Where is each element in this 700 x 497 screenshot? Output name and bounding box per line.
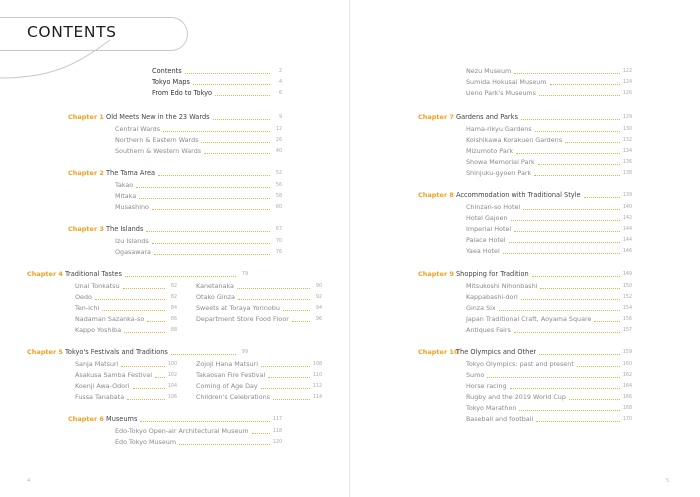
toc-section-entry[interactable]: [75, 313, 177, 324]
section-label: Japan Traditional Craft, Aoyama Square: [466, 315, 592, 323]
toc-section-entry[interactable]: [75, 380, 177, 391]
leader-line: [538, 164, 620, 165]
section-label: Hotel Gajoen: [466, 214, 508, 222]
leader-line: [565, 142, 620, 143]
chapter-title: Shopping for Tradition: [456, 270, 529, 278]
section-label: Oedo: [75, 293, 92, 301]
leader-line: [152, 209, 270, 210]
page-number: 60: [275, 205, 282, 210]
leader-line: [503, 253, 620, 254]
section-label: Tokyo Olympics: past and present: [466, 360, 574, 368]
leader-line: [521, 119, 620, 120]
toc-section-entry[interactable]: [196, 380, 322, 391]
page-number: 154: [622, 306, 632, 311]
section-label: Mitaka: [115, 192, 137, 200]
leader-line: [519, 410, 620, 411]
toc-chapter-entry[interactable]: [418, 268, 632, 279]
leader-line: [252, 433, 270, 434]
section-label: Ogasawara: [115, 248, 151, 256]
page-number: 102: [167, 373, 177, 378]
page-number: 150: [622, 284, 632, 289]
toc-section-entry[interactable]: [75, 291, 177, 302]
section-label: Shinjuku-gyoen Park: [466, 169, 532, 177]
toc-section-entry[interactable]: [196, 391, 322, 402]
leader-line: [534, 175, 620, 176]
leader-line: [268, 377, 310, 378]
page-number: 144: [622, 238, 632, 243]
leader-line: [273, 399, 310, 400]
page-number: 129: [622, 115, 632, 120]
page-number: 26: [275, 138, 282, 143]
chapter-title: Old Meets New in the 23 Wards: [106, 113, 210, 121]
toc-section-entry[interactable]: [466, 87, 632, 98]
leader-line: [514, 73, 620, 74]
toc-chapter-entry[interactable]: [418, 111, 632, 122]
leader-line: [516, 153, 620, 154]
toc-section-entry[interactable]: [115, 201, 282, 212]
leader-line: [514, 231, 620, 232]
page-number: 142: [622, 216, 632, 221]
section-label: Chinzan-so Hotel: [466, 203, 521, 211]
chapter-title: The Olympics and Other: [456, 348, 537, 356]
toc-section-entry[interactable]: [196, 291, 322, 302]
leader-line: [146, 231, 270, 232]
toc-front-entry[interactable]: [152, 76, 282, 87]
page-number: 94: [315, 306, 322, 311]
section-label: Ueno Park's Museums: [466, 89, 536, 97]
chapter-title: Museums: [106, 415, 138, 423]
toc-entry-label: From Edo to Tokyo: [152, 89, 213, 97]
section-label: Northern & Eastern Wards: [115, 136, 199, 144]
leader-line: [136, 187, 270, 188]
folio-right: 5: [666, 478, 670, 484]
leader-line: [535, 131, 620, 132]
page-number: 138: [622, 171, 632, 176]
page-number: 152: [622, 295, 632, 300]
toc-section-entry[interactable]: [466, 380, 632, 391]
toc-chapter-entry[interactable]: [68, 223, 282, 234]
section-label: Sumo: [466, 371, 485, 379]
leader-line: [201, 142, 270, 143]
page-number: 168: [622, 406, 632, 411]
toc-section-entry[interactable]: [115, 145, 282, 156]
page-number: 99: [241, 350, 248, 355]
section-label: Musashino: [115, 203, 149, 211]
toc-chapter-entry[interactable]: [27, 346, 248, 357]
leader-line: [121, 366, 165, 367]
page-number: 6: [278, 91, 282, 96]
toc-entry-label: Contents: [152, 67, 182, 75]
toc-section-entry[interactable]: [196, 369, 322, 380]
chapter-label: Chapter 7: [418, 113, 454, 121]
toc-front-entry[interactable]: [152, 87, 282, 98]
leader-line: [509, 242, 620, 243]
toc-section-entry[interactable]: [196, 280, 322, 291]
toc-section-entry[interactable]: [466, 324, 632, 335]
section-label: Edo Tokyo Museum: [115, 438, 177, 446]
leader-line: [511, 220, 621, 221]
toc-section-entry[interactable]: [466, 167, 632, 178]
page-number: 82: [170, 295, 177, 300]
leader-line: [213, 119, 270, 120]
toc-section-entry[interactable]: [466, 234, 632, 245]
leader-line: [140, 421, 270, 422]
toc-section-entry[interactable]: [466, 369, 632, 380]
chapter-label: Chapter 2: [68, 169, 104, 177]
page-number: 100: [167, 362, 177, 367]
section-label: Izu Islands: [115, 237, 149, 245]
toc-chapter-entry[interactable]: [418, 346, 632, 357]
section-label: Takao: [115, 181, 134, 189]
page-number: 130: [622, 127, 632, 132]
page-number: 90: [315, 284, 322, 289]
chapter-title: Traditional Tastes: [65, 270, 122, 278]
leader-line: [171, 354, 236, 355]
section-label: Yaea Hotel: [466, 247, 500, 255]
toc-section-entry[interactable]: [75, 302, 177, 313]
leader-line: [532, 276, 620, 277]
page-number: 9: [278, 115, 282, 120]
leader-line: [499, 310, 620, 311]
section-label: Southern & Western Wards: [115, 147, 202, 155]
page-number: 149: [622, 272, 632, 277]
leader-line: [163, 131, 270, 132]
chapter-title: Accommodation with Traditional Style: [456, 191, 581, 199]
section-label: Sweets at Toraya Yorinobu: [196, 304, 280, 312]
page-number: 162: [622, 373, 632, 378]
leader-line: [179, 444, 270, 445]
leader-line: [185, 73, 270, 74]
section-label: Department Store Food Floor: [196, 315, 289, 323]
leader-line: [215, 95, 270, 96]
leader-line: [133, 388, 166, 389]
leader-line: [521, 299, 620, 300]
page-number: 122: [622, 69, 632, 74]
page-number: 114: [312, 395, 322, 400]
section-label: Otako Ginza: [196, 293, 235, 301]
leader-line: [523, 209, 620, 210]
folio-left: 4: [27, 478, 31, 484]
toc-section-entry[interactable]: [466, 402, 632, 413]
chapter-label: Chapter 6: [68, 415, 104, 423]
leader-line: [594, 321, 620, 322]
toc-section-entry[interactable]: [115, 123, 282, 134]
page-number: 106: [167, 395, 177, 400]
toc-section-entry[interactable]: [466, 223, 632, 234]
chapter-title: The Islands: [106, 225, 144, 233]
page-title: CONTENTS: [27, 23, 117, 41]
leader-line: [539, 354, 620, 355]
chapter-label: Chapter 9: [418, 270, 454, 278]
section-label: Showa Memorial Park: [466, 158, 535, 166]
leader-line: [147, 321, 165, 322]
toc-section-entry[interactable]: [115, 425, 282, 436]
toc-front-entry[interactable]: [152, 65, 282, 76]
page-number: 170: [622, 417, 632, 422]
page-number: 4: [278, 80, 282, 85]
section-label: Fussa Tanabata: [75, 393, 125, 401]
page-number: 120: [272, 440, 282, 445]
leader-line: [95, 299, 165, 300]
leader-line: [550, 84, 620, 85]
toc-section-entry[interactable]: [466, 313, 632, 324]
toc-chapter-entry[interactable]: [27, 268, 248, 279]
page-number: 156: [622, 317, 632, 322]
page-number: 2: [278, 69, 282, 74]
leader-line: [487, 377, 620, 378]
section-label: Kappabashi-dori: [466, 293, 518, 301]
leader-line: [127, 399, 165, 400]
section-label: Nadaman Sazanka-so: [75, 315, 145, 323]
page-number: 110: [312, 373, 322, 378]
leader-line: [124, 332, 165, 333]
leader-line: [158, 175, 270, 176]
title-decor-curve: [0, 38, 120, 83]
toc-section-entry[interactable]: [75, 324, 177, 335]
toc-section-entry[interactable]: [466, 76, 632, 87]
page-number: 159: [622, 350, 632, 355]
chapter-label: Chapter 1: [68, 113, 104, 121]
section-label: Koenji Awa-Odori: [75, 382, 130, 390]
section-label: Children's Celebrations: [196, 393, 270, 401]
section-label: Sumida Hokusai Museum: [466, 78, 547, 86]
page-number: 76: [275, 250, 282, 255]
toc-section-entry[interactable]: [466, 156, 632, 167]
section-label: Hama-rikyu Gardens: [466, 125, 532, 133]
section-label: Tokyo Marathon: [466, 404, 517, 412]
section-label: Sanja Matsuri: [75, 360, 119, 368]
leader-line: [139, 198, 270, 199]
page-number: 140: [622, 205, 632, 210]
leader-line: [152, 243, 270, 244]
leader-line: [238, 299, 310, 300]
section-label: Nezu Museum: [466, 67, 512, 75]
page-number: 132: [622, 138, 632, 143]
page-number: 56: [275, 183, 282, 188]
toc-section-entry[interactable]: [466, 302, 632, 313]
section-label: Horse racing: [466, 382, 507, 390]
page-number: 144: [622, 227, 632, 232]
leader-line: [125, 276, 236, 277]
leader-line: [155, 377, 165, 378]
page-number: 108: [312, 362, 322, 367]
toc-section-entry[interactable]: [466, 65, 632, 76]
section-label: Ginza Six: [466, 304, 496, 312]
page-number: 104: [167, 384, 177, 389]
toc-section-entry[interactable]: [466, 280, 632, 291]
page-number: 12: [275, 127, 282, 132]
chapter-title: Gardens and Parks: [456, 113, 518, 121]
leader-line: [577, 366, 620, 367]
section-label: Central Wards: [115, 125, 161, 133]
section-label: Antiques Fairs: [466, 326, 511, 334]
toc-section-entry[interactable]: [196, 302, 322, 313]
section-label: Asakusa Samba Festival: [75, 371, 152, 379]
leader-line: [102, 310, 165, 311]
toc-section-entry[interactable]: [466, 291, 632, 302]
page-number: 58: [275, 194, 282, 199]
page-number: 84: [170, 306, 177, 311]
toc-section-entry[interactable]: [466, 212, 632, 223]
leader-line: [204, 153, 270, 154]
leader-line: [584, 197, 620, 198]
chapter-title: Tokyo's Festivals and Traditions: [65, 348, 168, 356]
toc-section-entry[interactable]: [75, 369, 177, 380]
page-number: 164: [622, 384, 632, 389]
section-label: Zojoji Hana Matsuri: [196, 360, 258, 368]
leader-line: [154, 254, 270, 255]
toc-chapter-entry[interactable]: [68, 111, 282, 122]
leader-line: [539, 95, 620, 96]
page-number: 124: [622, 80, 632, 85]
toc-section-entry[interactable]: [75, 280, 177, 291]
leader-line: [283, 310, 310, 311]
toc-section-entry[interactable]: [115, 179, 282, 190]
toc-section-entry[interactable]: [466, 201, 632, 212]
page-number: 160: [622, 362, 632, 367]
leader-line: [237, 288, 310, 289]
page-number: 52: [275, 171, 282, 176]
chapter-label: Chapter 4: [27, 270, 63, 278]
section-label: Rugby and the 2019 World Cup: [466, 393, 566, 401]
toc-section-entry[interactable]: [466, 245, 632, 256]
toc-section-entry[interactable]: [466, 123, 632, 134]
page-number: 82: [170, 284, 177, 289]
leader-line: [540, 288, 620, 289]
toc-chapter-entry[interactable]: [68, 167, 282, 178]
leader-line: [123, 288, 165, 289]
chapter-label: Chapter 3: [68, 225, 104, 233]
page-number: 96: [315, 317, 322, 322]
page-number: 139: [622, 193, 632, 198]
toc-section-entry[interactable]: [196, 358, 322, 369]
toc-section-entry[interactable]: [466, 358, 632, 369]
page-number: 112: [312, 384, 322, 389]
toc-section-entry[interactable]: [115, 246, 282, 257]
page-fold: [349, 0, 350, 497]
page-number: 92: [315, 295, 322, 300]
leader-line: [193, 84, 270, 85]
page-number: 157: [622, 328, 632, 333]
page-number: 117: [272, 417, 282, 422]
section-label: Edo-Tokyo Open-air Architectural Museum: [115, 427, 249, 435]
section-label: Baseball and football: [466, 415, 534, 423]
section-label: Kanetanaka: [196, 282, 234, 290]
toc-section-entry[interactable]: [75, 391, 177, 402]
leader-line: [514, 332, 620, 333]
toc-chapter-entry[interactable]: [418, 189, 632, 200]
section-label: Imperial Hotel: [466, 225, 512, 233]
section-label: Takaosan Fire Festival: [196, 371, 266, 379]
toc-section-entry[interactable]: [466, 134, 632, 145]
page-number: 86: [170, 317, 177, 322]
leader-line: [261, 366, 310, 367]
chapter-label: Chapter 10: [418, 348, 459, 356]
leader-line: [510, 388, 620, 389]
page-number: 88: [170, 328, 177, 333]
toc-section-entry[interactable]: [115, 134, 282, 145]
page-number: 146: [622, 249, 632, 254]
toc-section-entry[interactable]: [115, 436, 282, 447]
leader-line: [292, 321, 310, 322]
chapter-title: The Tama Area: [106, 169, 156, 177]
toc-section-entry[interactable]: [466, 145, 632, 156]
chapter-label: Chapter 5: [27, 348, 63, 356]
toc-section-entry[interactable]: [115, 235, 282, 246]
toc-chapter-entry[interactable]: [68, 413, 282, 424]
page-number: 118: [272, 429, 282, 434]
toc-section-entry[interactable]: [115, 190, 282, 201]
toc-section-entry[interactable]: [466, 413, 632, 424]
toc-section-entry[interactable]: [75, 358, 177, 369]
section-label: Mitsukoshi Nihonbashi: [466, 282, 538, 290]
section-label: Coming of Age Day: [196, 382, 258, 390]
page-number: 136: [622, 160, 632, 165]
section-label: Kappo Yoshiba: [75, 326, 122, 334]
leader-line: [536, 421, 620, 422]
page-number: 79: [241, 272, 248, 277]
page-number: 134: [622, 149, 632, 154]
section-label: Mizumoto Park: [466, 147, 514, 155]
leader-line: [569, 399, 620, 400]
page-number: 67: [275, 227, 282, 232]
section-label: Unai Tonkatsu: [75, 282, 120, 290]
toc-section-entry[interactable]: [466, 391, 632, 402]
chapter-label: Chapter 8: [418, 191, 454, 199]
section-label: Koishikawa Korakuen Gardens: [466, 136, 563, 144]
page-number: 166: [622, 395, 632, 400]
toc-section-entry[interactable]: [196, 313, 322, 324]
section-label: Ten-ichi: [75, 304, 100, 312]
page-number: 126: [622, 91, 632, 96]
page-number: 70: [275, 239, 282, 244]
page-number: 40: [275, 149, 282, 154]
leader-line: [261, 388, 310, 389]
section-label: Palace Hotel: [466, 236, 506, 244]
toc-entry-label: Tokyo Maps: [152, 78, 190, 86]
